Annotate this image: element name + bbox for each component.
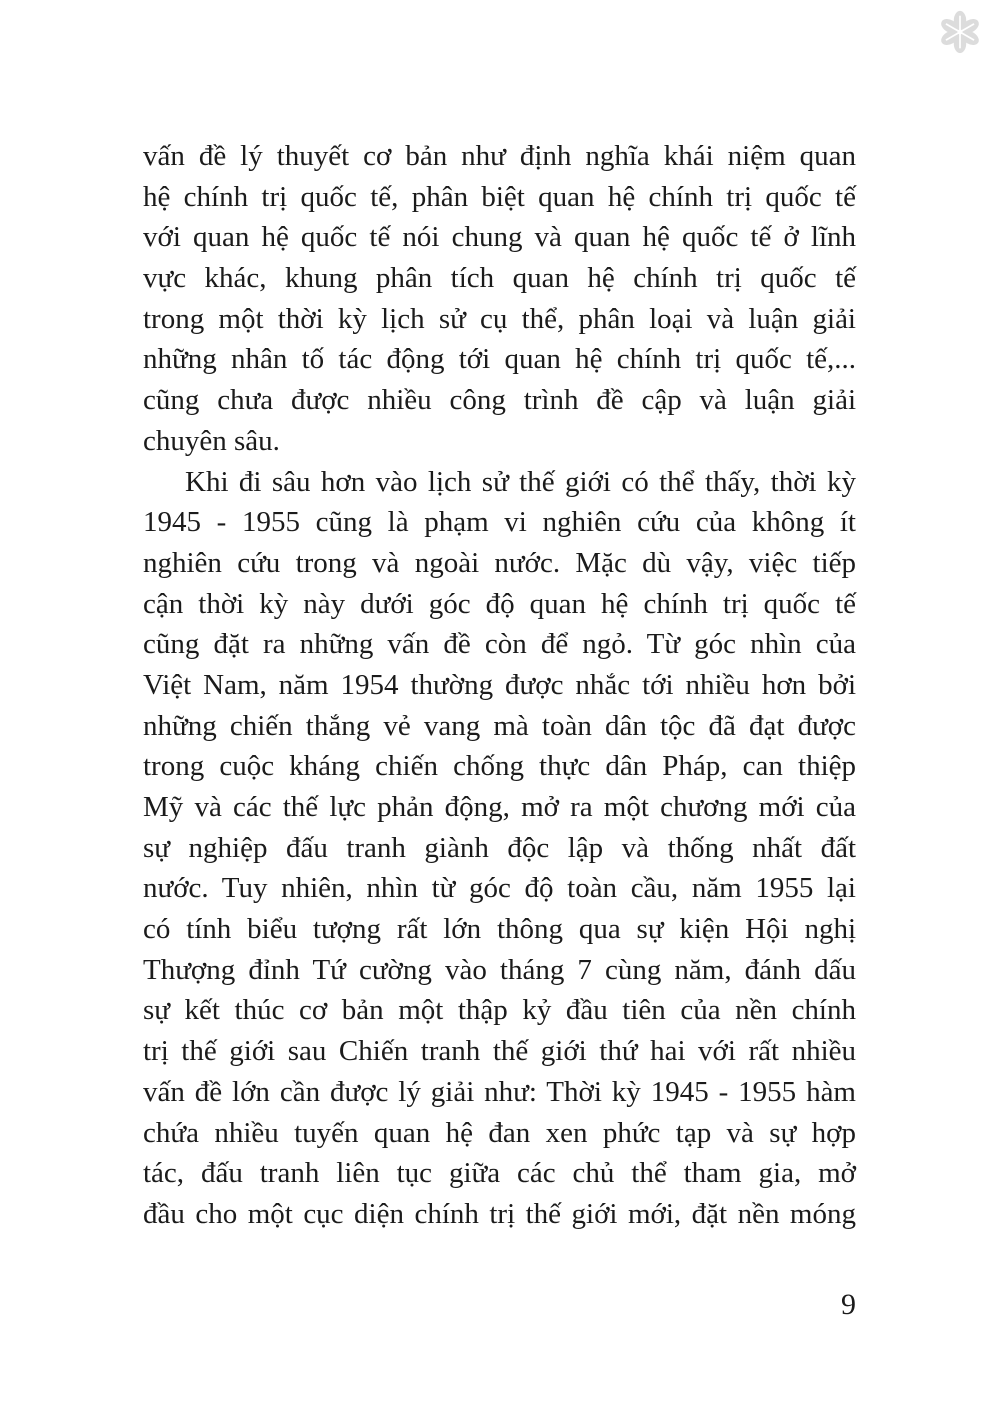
text-line: trị thế giới sau Chiến tranh thế giới thứ hai với rất nhiều [143, 1035, 856, 1068]
text-line: Mỹ và các thế lực phản động, mở ra một chương mới của [143, 791, 856, 823]
paragraph [143, 136, 856, 462]
text-line: vấn đề lớn cần được lý giải như: Thời kỳ 1945 - 1955 hàm [143, 1075, 856, 1108]
text-line: chứa nhiều tuyến quan hệ đan xen phức tạp và sự hợp [143, 1116, 856, 1149]
text-line: với quan hệ quốc tế nói chung và quan hệ quốc tế ở lĩnh [143, 221, 856, 254]
text-line: sự nghiệp đấu tranh giành độc lập và thống nhất đất [143, 831, 856, 864]
text-line: nghiên cứu trong và ngoài nước. Mặc dù vậy, việc tiếp [143, 546, 856, 579]
text-line: cận thời kỳ này dưới góc độ quan hệ chính trị quốc tế [143, 587, 856, 620]
text-line: những nhân tố tác động tới quan hệ chính trị quốc tế,... [143, 343, 856, 376]
text-line: Khi đi sâu hơn vào lịch sử thế giới có thể thấy, thời kỳ [185, 465, 856, 498]
flower-ornament-icon [937, 9, 983, 55]
paragraph [143, 462, 856, 1235]
text-line: trong cuộc kháng chiến chống thực dân Pháp, can thiệp [143, 750, 856, 783]
text-line: sự kết thúc cơ bản một thập kỷ đầu tiên của nền chính [143, 994, 856, 1027]
text-line: đầu cho một cục diện chính trị thế giới mới, đặt nền móng [143, 1197, 856, 1230]
text-line: vấn đề lý thuyết cơ bản như định nghĩa khái niệm quan [143, 140, 856, 172]
text-line: chuyên sâu. [143, 424, 280, 457]
text-line: những chiến thắng vẻ vang mà toàn dân tộc đã đạt được [143, 709, 856, 742]
text-line: Việt Nam, năm 1954 thường được nhắc tới nhiều hơn bởi [143, 668, 856, 701]
text-line: trong một thời kỳ lịch sử cụ thể, phân loại và luận giải [143, 302, 856, 335]
text-line: tác, đấu tranh liên tục giữa các chủ thể tham gia, mở [143, 1157, 856, 1190]
text-line: hệ chính trị quốc tế, phân biệt quan hệ chính trị quốc tế [143, 180, 856, 213]
text-line: có tính biểu tượng rất lớn thông qua sự kiện Hội nghị [143, 913, 856, 946]
text-line: nước. Tuy nhiên, nhìn từ góc độ toàn cầu, năm 1955 lại [143, 872, 856, 905]
text-line: vực khác, khung phân tích quan hệ chính trị quốc tế [143, 262, 856, 295]
text-block [143, 136, 856, 1235]
page-number: 9 [841, 1288, 856, 1321]
text-line: cũng chưa được nhiều công trình đề cập và luận giải [143, 384, 856, 417]
text-line: cũng đặt ra những vấn đề còn để ngỏ. Từ góc nhìn của [143, 628, 856, 661]
text-line: 1945 - 1955 cũng là phạm vi nghiên cứu của không ít [143, 506, 856, 539]
text-line: Thượng đỉnh Tứ cường vào tháng 7 cùng năm, đánh dấu [143, 953, 856, 986]
